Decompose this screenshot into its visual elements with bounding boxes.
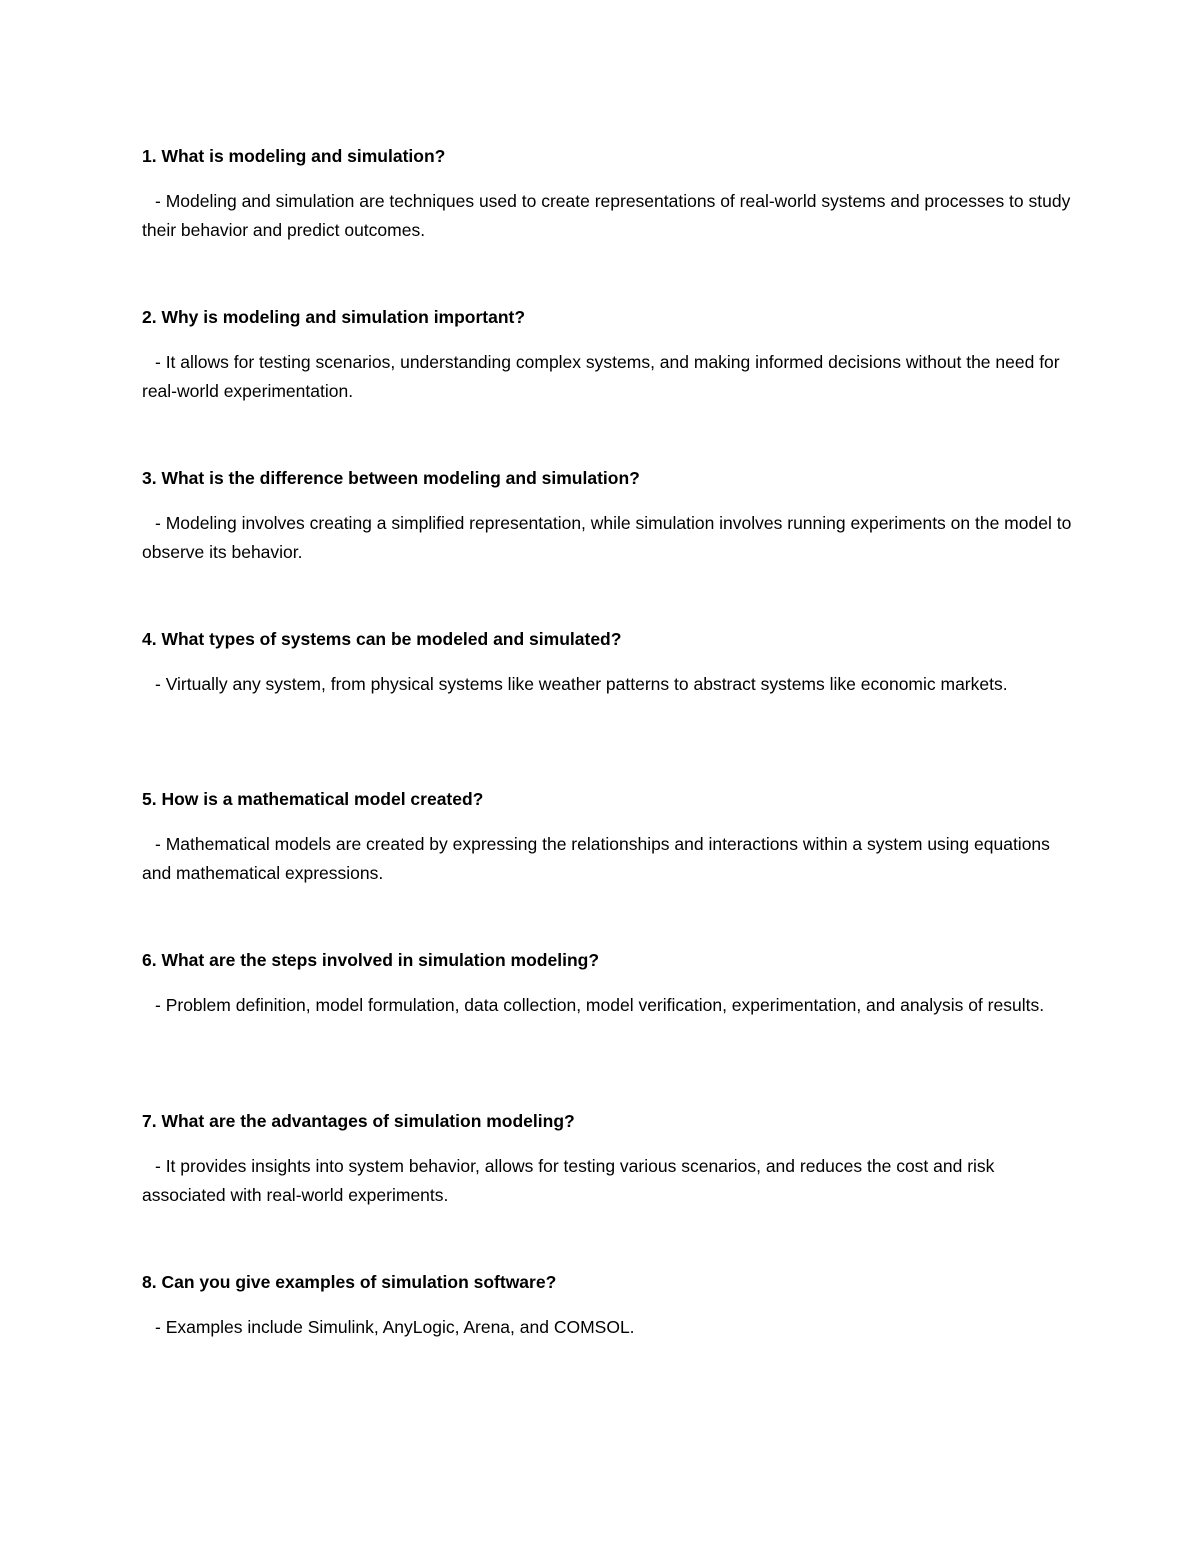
qa-item-7 [142,1110,1072,1209]
qa-item-4 [142,628,1072,699]
qa-item-1 [142,145,1072,244]
answer-text: - Problem definition, model formulation, data collection, model verification, experimentation, and analysis of results. [155,995,1045,1015]
question-heading: 7. What are the advantages of simulation modeling? [142,1111,575,1131]
question-heading: 1. What is modeling and simulation? [142,146,446,166]
answer-text: - Virtually any system, from physical systems like weather patterns to abstract systems like economic markets. [155,674,1008,694]
qa-item-8 [142,1271,1072,1342]
answer-text: - Examples include Simulink, AnyLogic, Arena, and COMSOL. [155,1317,635,1337]
qa-item-5 [142,788,1072,887]
question-heading: 8. Can you give examples of simulation software? [142,1272,557,1292]
answer-text: - Mathematical models are created by expressing the relationships and interactions within a system using equations and mathematical expressions. [142,834,1050,883]
answer-text: - Modeling involves creating a simplified representation, while simulation involves running experiments on the model to observe its behavior. [142,513,1072,562]
qa-item-2 [142,306,1072,405]
question-heading: 3. What is the difference between modeling and simulation? [142,468,640,488]
answer-text: - It allows for testing scenarios, understanding complex systems, and making informed decisions without the need for real-world experimentation. [142,352,1060,401]
question-heading: 4. What types of systems can be modeled and simulated? [142,629,622,649]
question-heading: 6. What are the steps involved in simulation modeling? [142,950,600,970]
answer-text: - It provides insights into system behavior, allows for testing various scenarios, and reduces the cost and risk associated with real-world experiments. [142,1156,995,1205]
question-heading: 2. Why is modeling and simulation important? [142,307,526,327]
answer-text: - Modeling and simulation are techniques used to create representations of real-world systems and processes to study their behavior and predict outcomes. [142,191,1071,240]
question-heading: 5. How is a mathematical model created? [142,789,484,809]
qa-item-6 [142,949,1072,1020]
qa-item-3 [142,467,1072,566]
